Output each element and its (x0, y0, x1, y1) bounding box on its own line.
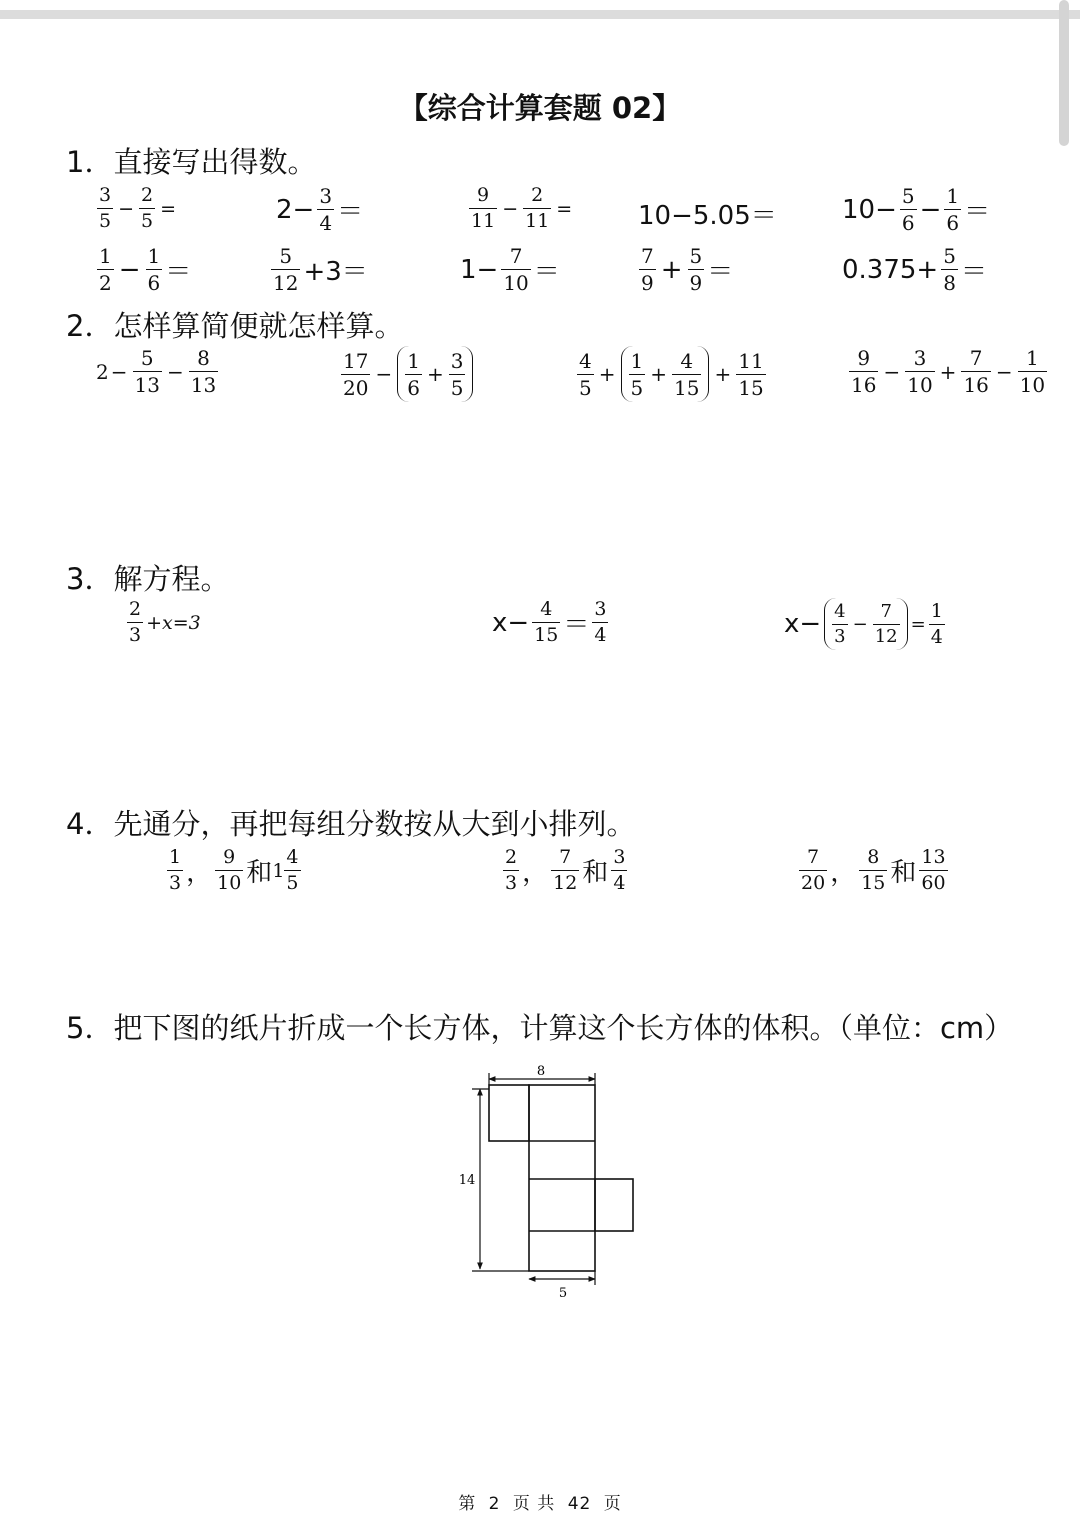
q1-r2-e4: $\frac{7}{9}$ + $\frac{5}{9}$ ＝ (641, 244, 734, 295)
net-face-top-left (489, 1085, 529, 1141)
q4-heading: 4．先通分，再把每组分数按从大到小排列。 (66, 807, 636, 841)
parentheses-group: $\frac{1}{5}$ + $\frac{4}{15}$ (621, 346, 710, 402)
q1-r2-e1: $\frac{1}{2}$ − $\frac{1}{6}$ ＝ (99, 244, 192, 295)
q1-r1-e1: $\frac{3}{5}$ − $\frac{2}{5}$ = (99, 184, 177, 232)
q1-r2-e2: $\frac{5}{12}$ +3＝ (273, 244, 368, 295)
parentheses-group: $\frac{1}{6}$ + $\frac{3}{5}$ (397, 346, 473, 402)
dim-label-14: 14 (458, 1173, 476, 1188)
q4-group-2: $\frac{2}{3}$ ， $\frac{7}{12}$ 和 $\frac{3}{4}$ (505, 846, 626, 894)
q3-e3: x− $\frac{4}{3}$ − $\frac{7}{12}$ = $\frac{1}{4}$ (784, 598, 948, 650)
current-page-number: 2 (488, 1494, 501, 1514)
page-footer: 第 2 页 共 42 页 (458, 1494, 622, 1514)
q2-e1: 2 − $\frac{5}{13}$ − $\frac{8}{13}$ (96, 346, 217, 397)
box-net-figure (440, 1055, 660, 1305)
q1-r1-e4: 10−5.05＝ (638, 201, 777, 231)
net-face-column (529, 1085, 595, 1271)
q4-group-1: $\frac{1}{3}$ ， $\frac{9}{10}$ 和 1 $\frac{4}{5}$ (169, 846, 299, 894)
q2-e4: $\frac{9}{16}$ − $\frac{3}{10}$ + $\frac{7}{16}$ − $\frac{1}{10}$ (851, 346, 1046, 397)
q1-r1-e5: 10− $\frac{5}{6}$ − $\frac{1}{6}$ ＝ (842, 184, 991, 235)
q3-heading: 3．解方程。 (66, 562, 230, 596)
q2-e2: $\frac{17}{20}$ − $\frac{1}{6}$ + $\frac{3}{5}$ (338, 346, 476, 402)
q1-r2-e5: 0.375+ $\frac{5}{8}$ ＝ (842, 244, 987, 295)
q1-r1-e3: $\frac{9}{11}$ − $\frac{2}{11}$ = (471, 184, 573, 232)
q1-heading: 1．直接写出得数。 (66, 145, 317, 179)
net-face-right (595, 1179, 633, 1231)
dim-label-5: 5 (558, 1286, 568, 1301)
q5-heading: 5．把下图的纸片折成一个长方体，计算这个长方体的体积。（单位：cm） (66, 1011, 1014, 1045)
q1-r2-e3: 1− $\frac{7}{10}$ ＝ (460, 244, 560, 295)
dim-label-8: 8 (536, 1064, 546, 1079)
q1-r1-e2: 2− $\frac{3}{4}$ ＝ (276, 184, 364, 235)
top-edge-bar (0, 10, 1080, 19)
q2-heading: 2．怎样算简便就怎样算。 (66, 309, 404, 343)
q3-e1: $\frac{2}{3}$ +x=3 (129, 598, 201, 646)
parentheses-group: $\frac{4}{3}$ − $\frac{7}{12}$ (824, 598, 907, 650)
page-title: 【综合计算套题 02】 (398, 91, 682, 125)
q3-e2: x− $\frac{4}{15}$ ＝ $\frac{3}{4}$ (492, 598, 607, 646)
total-page-number: 42 (567, 1494, 592, 1514)
q4-group-3: $\frac{7}{20}$ ， $\frac{8}{15}$ 和 $\frac{13}{60}$ (801, 846, 946, 894)
q2-e3: $\frac{4}{5}$ + $\frac{1}{5}$ + $\frac{4}{15}$ + $\frac{11}{15}$ (574, 346, 769, 402)
